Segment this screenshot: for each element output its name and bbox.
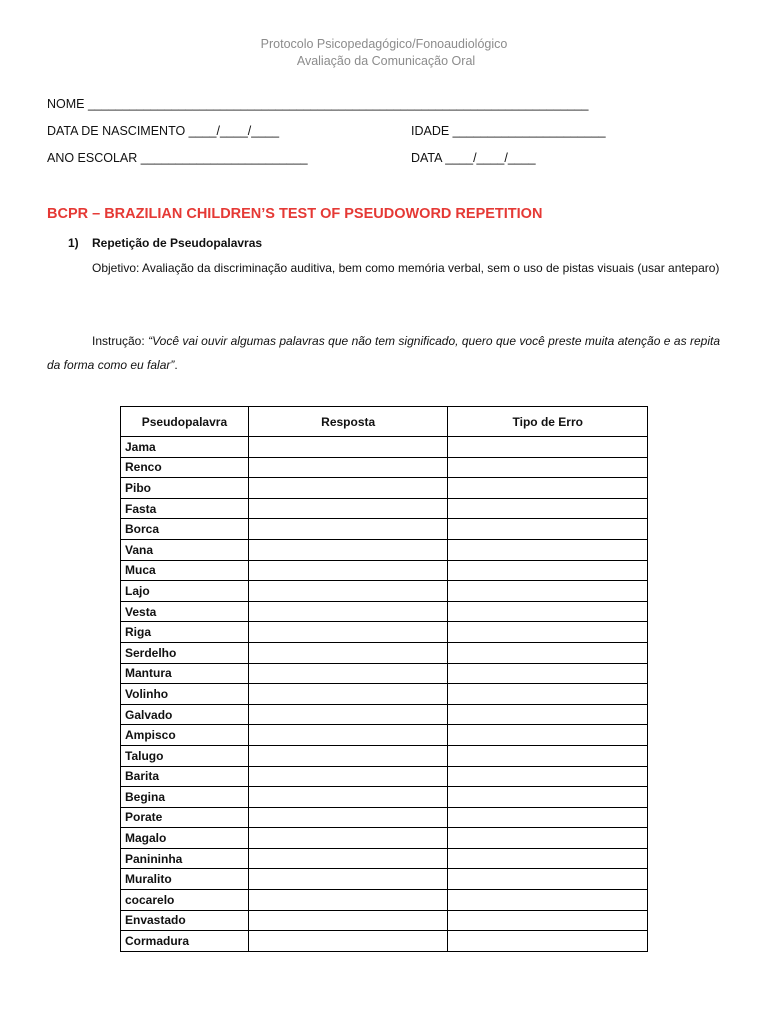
objective-text: Avaliação da discriminação auditiva, bem como memória verbal, sem o uso de pistas visuais (usar anteparo)	[139, 261, 720, 275]
table-header-row	[121, 407, 648, 437]
pseudoword-cell: Lajo	[121, 581, 249, 602]
tipo-de-erro-cell[interactable]	[448, 519, 648, 540]
resposta-cell[interactable]	[248, 601, 448, 622]
tipo-de-erro-cell[interactable]	[448, 848, 648, 869]
tipo-de-erro-cell[interactable]	[448, 684, 648, 705]
tipo-de-erro-cell[interactable]	[448, 622, 648, 643]
resposta-cell[interactable]	[248, 457, 448, 478]
table-row	[121, 704, 648, 725]
resposta-cell[interactable]	[248, 807, 448, 828]
tipo-de-erro-cell[interactable]	[448, 766, 648, 787]
header-tipo-de-erro: Tipo de Erro	[448, 407, 648, 437]
table-row	[121, 787, 648, 808]
pseudoword-cell: Muca	[121, 560, 249, 581]
tipo-de-erro-cell[interactable]	[448, 745, 648, 766]
subsection-heading	[68, 236, 262, 250]
tipo-de-erro-cell[interactable]	[448, 869, 648, 890]
table-row	[121, 478, 648, 499]
nome-field[interactable]: NOME ________________________________________________________________________	[47, 97, 589, 111]
tipo-de-erro-cell[interactable]	[448, 663, 648, 684]
table-row	[121, 745, 648, 766]
pseudoword-cell: Envastado	[121, 910, 249, 931]
pseudoword-cell: Cormadura	[121, 931, 249, 952]
subsection-number: 1)	[68, 236, 79, 250]
pseudoword-cell: Vesta	[121, 601, 249, 622]
pseudoword-cell: Ampisco	[121, 725, 249, 746]
resposta-cell[interactable]	[248, 519, 448, 540]
tipo-de-erro-cell[interactable]	[448, 704, 648, 725]
ano-escolar-field[interactable]: ANO ESCOLAR ________________________	[47, 151, 308, 165]
tipo-de-erro-cell[interactable]	[448, 560, 648, 581]
tipo-de-erro-cell[interactable]	[448, 539, 648, 560]
table-row	[121, 642, 648, 663]
table-row	[121, 519, 648, 540]
table-row	[121, 539, 648, 560]
data-field[interactable]: DATA ____/____/____	[411, 151, 536, 165]
pseudoword-cell: Muralito	[121, 869, 249, 890]
header-line-1: Protocolo Psicopedagógico/Fonoaudiológico	[260, 37, 508, 51]
objective-paragraph	[47, 256, 720, 280]
resposta-cell[interactable]	[248, 560, 448, 581]
tipo-de-erro-cell[interactable]	[448, 828, 648, 849]
tipo-de-erro-cell[interactable]	[448, 457, 648, 478]
pseudoword-cell: Talugo	[121, 745, 249, 766]
pseudoword-cell: Volinho	[121, 684, 249, 705]
table-row	[121, 931, 648, 952]
pseudoword-cell: Renco	[121, 457, 249, 478]
table-row	[121, 622, 648, 643]
table-row	[121, 663, 648, 684]
resposta-cell[interactable]	[248, 910, 448, 931]
table-row	[121, 581, 648, 602]
resposta-cell[interactable]	[248, 622, 448, 643]
subsection-title: Repetição de Pseudopalavras	[92, 236, 263, 250]
table-row	[121, 910, 648, 931]
pseudoword-cell: Barita	[121, 766, 249, 787]
resposta-cell[interactable]	[248, 581, 448, 602]
pseudoword-cell: Mantura	[121, 663, 249, 684]
instruction-paragraph	[47, 329, 720, 377]
resposta-cell[interactable]	[248, 931, 448, 952]
pseudoword-cell: Borca	[121, 519, 249, 540]
tipo-de-erro-cell[interactable]	[448, 437, 648, 458]
header-pseudopalavra: Pseudopalavra	[121, 407, 249, 437]
tipo-de-erro-cell[interactable]	[448, 498, 648, 519]
table-row	[121, 560, 648, 581]
document-header	[0, 36, 768, 70]
objective-label: Objetivo:	[92, 261, 140, 275]
resposta-cell[interactable]	[248, 828, 448, 849]
pseudoword-cell: Begina	[121, 787, 249, 808]
resposta-cell[interactable]	[248, 745, 448, 766]
table-row	[121, 766, 648, 787]
tipo-de-erro-cell[interactable]	[448, 931, 648, 952]
tipo-de-erro-cell[interactable]	[448, 725, 648, 746]
table-row	[121, 869, 648, 890]
idade-field[interactable]: IDADE ______________________	[411, 124, 606, 138]
table-row	[121, 601, 648, 622]
instruction-label: Instrução:	[92, 334, 145, 348]
tipo-de-erro-cell[interactable]	[448, 807, 648, 828]
tipo-de-erro-cell[interactable]	[448, 890, 648, 911]
pseudoword-cell: Pibo	[121, 478, 249, 499]
table-row	[121, 828, 648, 849]
resposta-cell[interactable]	[248, 890, 448, 911]
tipo-de-erro-cell[interactable]	[448, 581, 648, 602]
table-row	[121, 890, 648, 911]
pseudoword-cell: Panininha	[121, 848, 249, 869]
resposta-cell[interactable]	[248, 725, 448, 746]
instruction-text: “Você vai ouvir algumas palavras que não tem significado, quero que você preste muita atenção e as repita da forma como eu falar”	[47, 334, 720, 372]
table-row	[121, 457, 648, 478]
resposta-cell[interactable]	[248, 498, 448, 519]
section-title: BCPR – BRAZILIAN CHILDREN’S TEST OF PSEUDOWORD REPETITION	[47, 206, 543, 222]
instruction-end: .	[174, 358, 178, 372]
pseudoword-cell: Magalo	[121, 828, 249, 849]
resposta-cell[interactable]	[248, 539, 448, 560]
tipo-de-erro-cell[interactable]	[448, 478, 648, 499]
pseudoword-cell: Galvado	[121, 704, 249, 725]
table-row	[121, 807, 648, 828]
table-row	[121, 848, 648, 869]
table-row	[121, 437, 648, 458]
table-row	[121, 725, 648, 746]
pseudoword-cell: Jama	[121, 437, 249, 458]
resposta-cell[interactable]	[248, 642, 448, 663]
header-resposta: Resposta	[248, 407, 448, 437]
header-line-2: Avaliação da Comunicação Oral	[296, 54, 476, 68]
pseudoword-cell: Porate	[121, 807, 249, 828]
resposta-cell[interactable]	[248, 766, 448, 787]
tipo-de-erro-cell[interactable]	[448, 642, 648, 663]
tipo-de-erro-cell[interactable]	[448, 910, 648, 931]
resposta-cell[interactable]	[248, 663, 448, 684]
tipo-de-erro-cell[interactable]	[448, 787, 648, 808]
resposta-cell[interactable]	[248, 478, 448, 499]
pseudoword-cell: Riga	[121, 622, 249, 643]
resposta-cell[interactable]	[248, 437, 448, 458]
resposta-cell[interactable]	[248, 869, 448, 890]
pseudoword-table	[120, 406, 648, 952]
table-body	[121, 437, 648, 952]
table-row	[121, 684, 648, 705]
pseudoword-cell: cocarelo	[121, 890, 249, 911]
tipo-de-erro-cell[interactable]	[448, 601, 648, 622]
resposta-cell[interactable]	[248, 704, 448, 725]
pseudoword-cell: Fasta	[121, 498, 249, 519]
data-nascimento-field[interactable]: DATA DE NASCIMENTO ____/____/____	[47, 124, 280, 138]
resposta-cell[interactable]	[248, 684, 448, 705]
pseudoword-cell: Serdelho	[121, 642, 249, 663]
table-row	[121, 498, 648, 519]
resposta-cell[interactable]	[248, 787, 448, 808]
pseudoword-cell: Vana	[121, 539, 249, 560]
resposta-cell[interactable]	[248, 848, 448, 869]
